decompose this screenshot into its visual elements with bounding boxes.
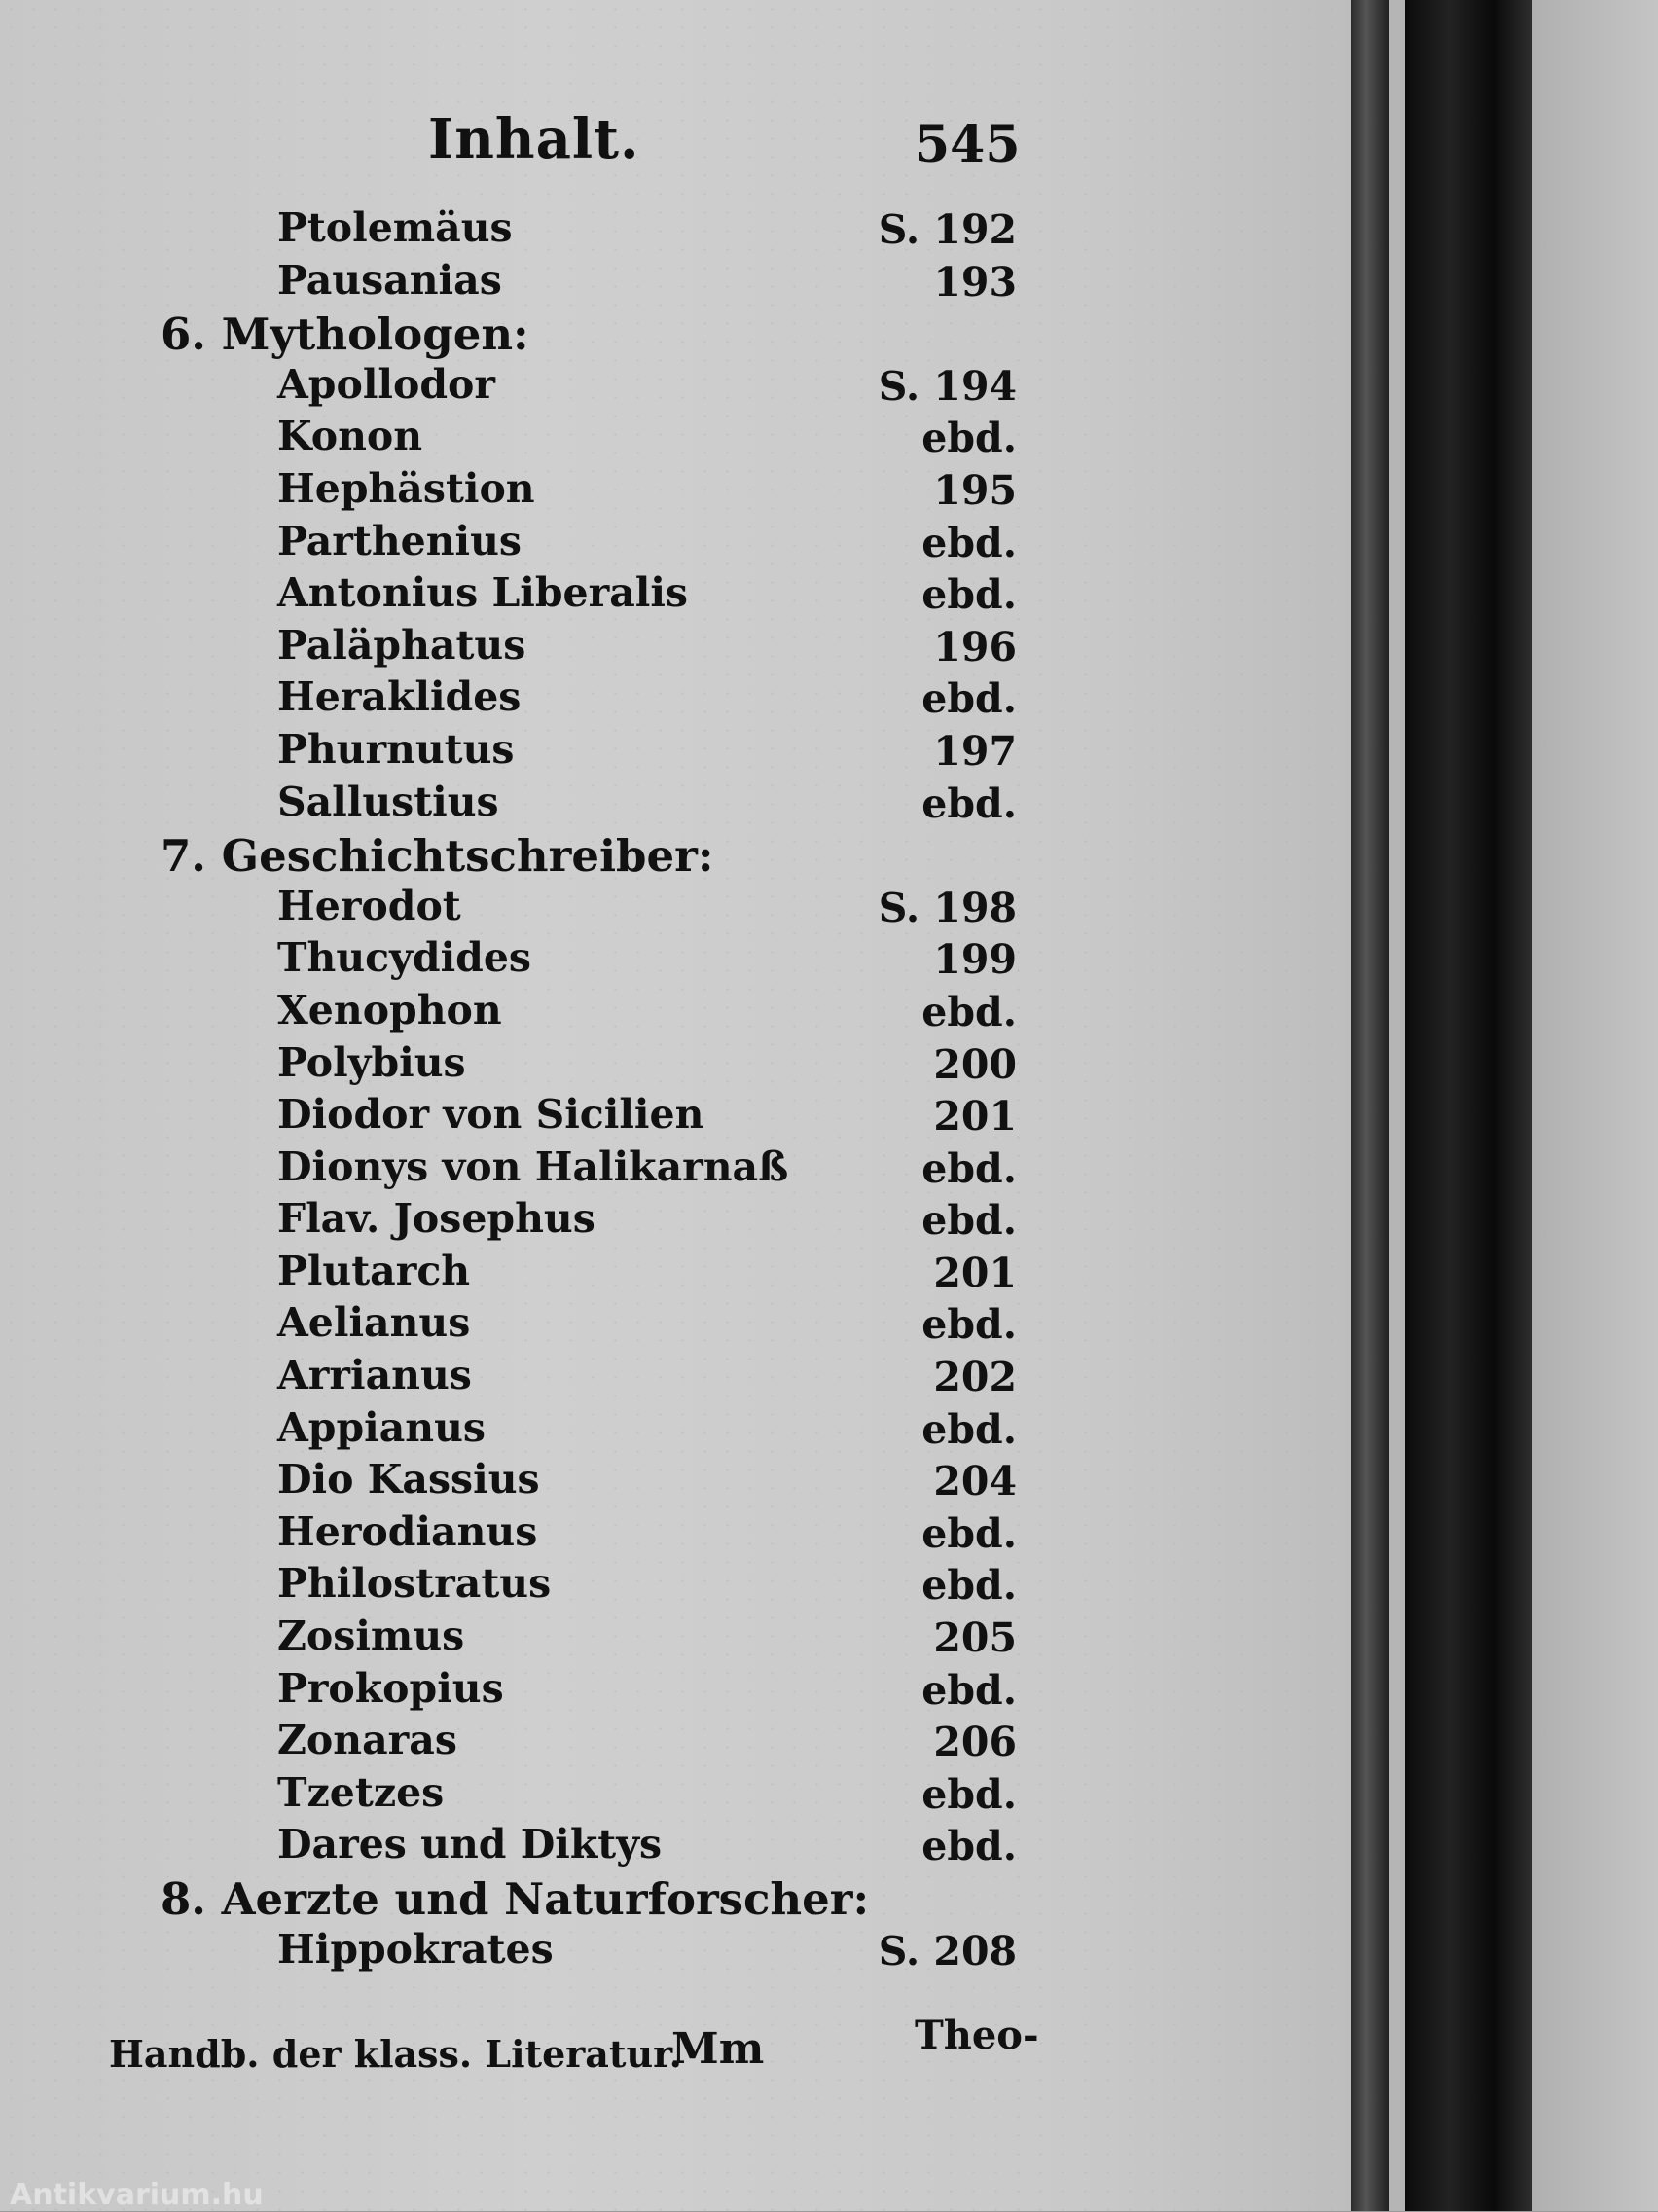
contents-entry bbox=[0, 1195, 1352, 1248]
contents-entry bbox=[0, 465, 1352, 518]
contents-entry bbox=[0, 569, 1352, 622]
page-edge bbox=[1389, 0, 1405, 2211]
signature-mark: Mm bbox=[671, 2024, 765, 2074]
book-spine bbox=[1405, 0, 1532, 2211]
entry-page: ebd. bbox=[921, 1509, 1017, 1557]
entry-label: Flav. Josephus bbox=[277, 1195, 595, 1243]
book-cover-board bbox=[1532, 0, 1658, 2211]
contents-entry bbox=[0, 1665, 1352, 1718]
entry-label: Hephästion bbox=[277, 464, 535, 512]
page-number: 545 bbox=[915, 115, 1021, 174]
entry-page: 201 bbox=[933, 1093, 1017, 1141]
contents-entry bbox=[0, 1039, 1352, 1092]
catchword: Theo- bbox=[915, 2013, 1039, 2058]
entry-label: Apollodor bbox=[277, 360, 495, 408]
entry-label: Zonaras bbox=[277, 1717, 457, 1764]
entry-label: Paläphatus bbox=[277, 621, 526, 669]
entry-label: Herodianus bbox=[277, 1507, 538, 1555]
contents-entry bbox=[0, 779, 1352, 831]
entry-page: 204 bbox=[933, 1458, 1017, 1505]
entry-label: Zosimus bbox=[277, 1613, 465, 1660]
contents-entry bbox=[0, 934, 1352, 987]
contents-entry bbox=[0, 1456, 1352, 1508]
contents-entry bbox=[0, 361, 1352, 414]
contents-entry bbox=[0, 257, 1352, 309]
entry-page: ebd. bbox=[921, 1301, 1017, 1349]
contents-entry bbox=[0, 987, 1352, 1039]
contents-entry bbox=[0, 1717, 1352, 1769]
entry-page: ebd. bbox=[921, 1562, 1017, 1610]
entry-page: S. 198 bbox=[878, 884, 1017, 931]
entry-page: 205 bbox=[933, 1614, 1017, 1662]
contents-entry bbox=[0, 1091, 1352, 1143]
entry-label: Hippokrates bbox=[277, 1925, 554, 1973]
contents-entry bbox=[0, 413, 1352, 465]
contents-entry bbox=[0, 673, 1352, 726]
entry-page: S. 194 bbox=[878, 362, 1017, 410]
contents-entry bbox=[0, 726, 1352, 779]
contents-entry bbox=[0, 1926, 1352, 1978]
contents-entry bbox=[0, 1248, 1352, 1300]
entry-page: ebd. bbox=[921, 988, 1017, 1035]
contents-entry bbox=[0, 1404, 1352, 1457]
entry-page: ebd. bbox=[921, 675, 1017, 723]
entry-label: Philostratus bbox=[277, 1560, 552, 1608]
entry-label: Thucydides bbox=[277, 934, 531, 982]
entry-page: 195 bbox=[933, 466, 1017, 514]
contents-entry bbox=[0, 1508, 1352, 1561]
entry-page: S. 208 bbox=[878, 1927, 1017, 1975]
entry-page: 193 bbox=[933, 258, 1017, 306]
entry-label: Antonius Liberalis bbox=[277, 569, 689, 617]
entry-page: 197 bbox=[933, 727, 1017, 775]
entry-label: 8. Aerzte und Naturforscher: bbox=[161, 1873, 870, 1925]
entry-label: Tzetzes bbox=[277, 1768, 445, 1816]
contents-entry bbox=[0, 622, 1352, 674]
entry-page: ebd. bbox=[921, 1823, 1017, 1870]
entry-page: 201 bbox=[933, 1249, 1017, 1296]
entry-label: Prokopius bbox=[277, 1664, 504, 1712]
entry-page: 202 bbox=[933, 1354, 1017, 1401]
section-heading bbox=[0, 1873, 1352, 1926]
entry-label: Phurnutus bbox=[277, 725, 515, 773]
entry-page: S. 192 bbox=[878, 206, 1017, 253]
entry-label: 7. Geschichtschreiber: bbox=[161, 830, 714, 883]
page-title: Inhalt. bbox=[428, 107, 640, 171]
entry-label: Dio Kassius bbox=[277, 1456, 540, 1504]
entry-page: ebd. bbox=[921, 519, 1017, 566]
page-gutter bbox=[1351, 0, 1389, 2211]
entry-label: Ptolemäus bbox=[277, 204, 513, 251]
entry-page: ebd. bbox=[921, 1666, 1017, 1714]
entry-label: Plutarch bbox=[277, 1247, 471, 1294]
entry-label: Heraklides bbox=[277, 673, 522, 721]
contents-entry bbox=[0, 204, 1352, 257]
entry-page: ebd. bbox=[921, 1197, 1017, 1245]
contents-entry bbox=[0, 518, 1352, 570]
watermark: Antikvarium.hu bbox=[10, 2178, 264, 2212]
entry-label: Xenophon bbox=[277, 986, 502, 1033]
contents-entry bbox=[0, 883, 1352, 935]
entry-label: Parthenius bbox=[277, 517, 523, 564]
entry-label: Arrianus bbox=[277, 1352, 472, 1399]
entry-page: ebd. bbox=[921, 780, 1017, 827]
entry-page: ebd. bbox=[921, 415, 1017, 462]
entry-label: Pausanias bbox=[277, 256, 502, 304]
entry-page: ebd. bbox=[921, 1144, 1017, 1192]
contents-entry bbox=[0, 1143, 1352, 1196]
entry-page: 206 bbox=[933, 1719, 1017, 1766]
contents-entry bbox=[0, 1769, 1352, 1822]
contents-entry bbox=[0, 1560, 1352, 1613]
entry-label: Polybius bbox=[277, 1038, 466, 1086]
contents-entry bbox=[0, 1299, 1352, 1352]
contents-entry bbox=[0, 1352, 1352, 1404]
entry-label: Appianus bbox=[277, 1403, 486, 1451]
section-heading bbox=[0, 830, 1352, 883]
entry-page: 196 bbox=[933, 623, 1017, 671]
entry-page: ebd. bbox=[921, 1770, 1017, 1818]
entry-page: ebd. bbox=[921, 1405, 1017, 1453]
section-heading bbox=[0, 308, 1352, 361]
entry-label: 6. Mythologen: bbox=[161, 308, 529, 361]
footer-book-title: Handb. der klass. Literatur. bbox=[109, 2032, 682, 2076]
contents-list bbox=[0, 204, 1352, 1977]
contents-entry bbox=[0, 1613, 1352, 1665]
entry-page: ebd. bbox=[921, 571, 1017, 619]
entry-label: Sallustius bbox=[277, 778, 499, 825]
entry-page: 199 bbox=[933, 936, 1017, 984]
entry-page: 200 bbox=[933, 1040, 1017, 1088]
entry-label: Konon bbox=[277, 413, 423, 460]
entry-label: Herodot bbox=[277, 882, 461, 929]
entry-label: Aelianus bbox=[277, 1299, 471, 1347]
entry-label: Dares und Diktys bbox=[277, 1821, 663, 1868]
entry-label: Diodor von Sicilien bbox=[277, 1091, 704, 1139]
contents-entry bbox=[0, 1821, 1352, 1873]
entry-label: Dionys von Halikarnaß bbox=[277, 1142, 789, 1190]
